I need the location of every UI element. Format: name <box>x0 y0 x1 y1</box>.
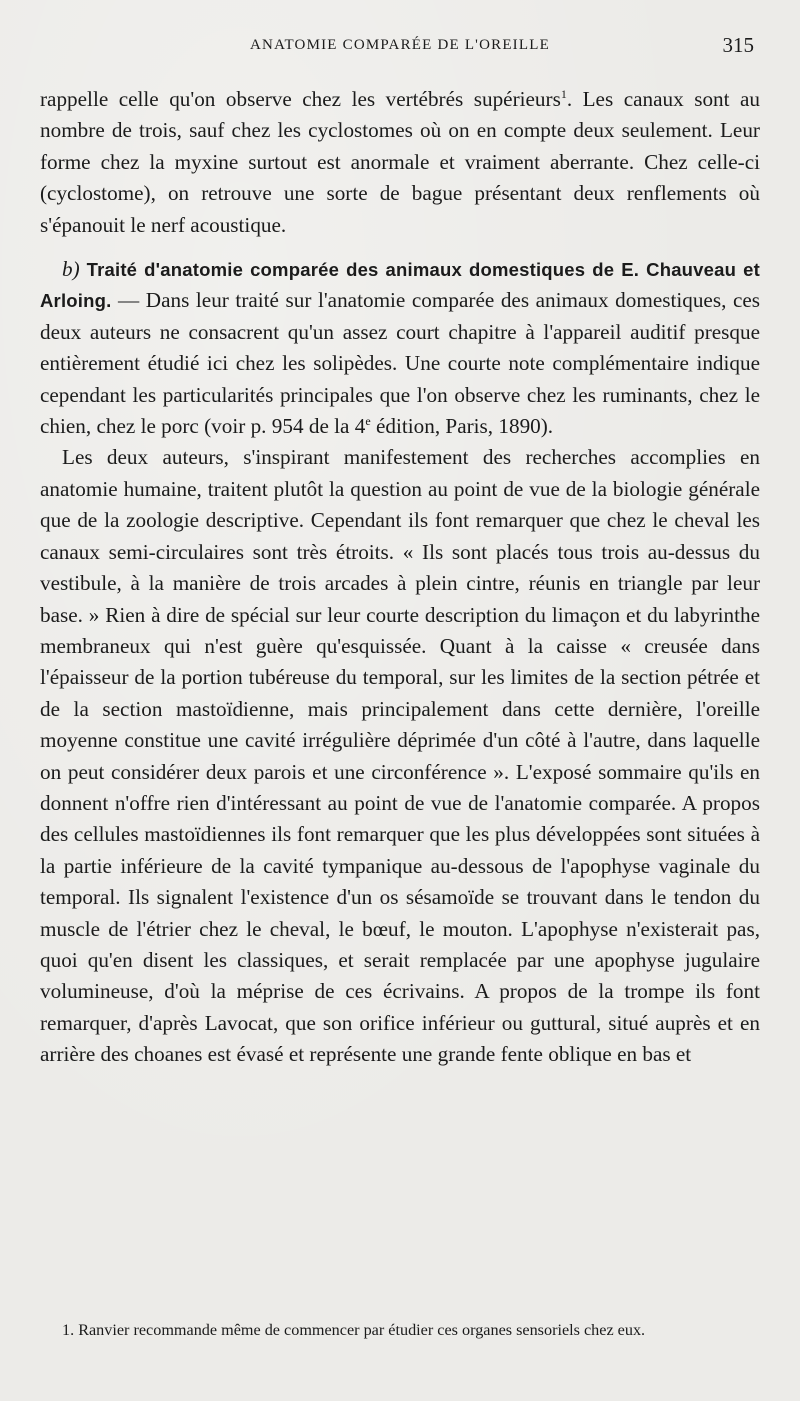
running-title: ANATOMIE COMPARÉE DE L'OREILLE <box>250 37 550 53</box>
paragraph-text: édition, Paris, 1890). <box>370 414 554 439</box>
paragraph-text: . Les canaux sont au nombre de trois, sauf chez les cyclostomes où on en compte deux seulement. Leur forme chez la myxine surtout est anormale et vraiment aberrante. Chez celle-ci (cyclostome), on retrouve une sorte de bague présentant deux renflements où s'épanouit le nerf acoustique. <box>40 87 761 237</box>
section-label: b) <box>62 257 80 282</box>
section-title: Traité d'anatomie comparée des animaux domestiques de E. Chauveau et Arloing. <box>40 259 760 312</box>
footnotes <box>40 1318 760 1342</box>
paragraph <box>40 442 760 1070</box>
paragraph-text: Les deux auteurs, s'inspirant manifestement des recherches accomplies en anatomie humaine, traitent plutôt la question au point de vue de la biologie générale que de la zoologie descriptive. Cependant ils font remarquer que chez le cheval les canaux semi-circulaires sont très étroits. « Ils sont placés tous trois au-dessus du vestibule, à la manière de trois arcades à plein cintre, réunis en triangle par leur base. » Rien à dire de spécial sur leur courte description du limaçon et du labyrinthe membraneux qui n'est guère qu'esquissée. Quant à la caisse « creusée dans l'épaisseur de la portion tubéreuse du temporal, sur les limites de la section pétrée et de la section mastoïdienne, mais principalement dans cette dernière, l'oreille moyenne constitue une cavité irrégulière déprimée d'un côté à l'autre, dans laquelle on peut considérer deux parois et une circonférence ». L'exposé sommaire qu'ils en donnent n'offre rien d'intéressant au point de vue de l'anatomie comparée. A propos des cellules mastoïdiennes ils font remarquer que les plus développées sont situées à la partie inférieure de la cavité tympanique au-dessous de l'apophyse vaginale du temporal. Ils signalent l'existence d'un os sésamoïde se trouvant dans le tendon du muscle de l'étrier chez le cheval, le bœuf, le mouton. L'apophyse n'existerait pas, quoi qu'en disent les classiques, et serait remplacée par une apophyse jugulaire volumineuse, d'où la méprise de ces écrivains. A propos de la trompe ils font remarquer, d'après Lavocat, que son orifice inférieur ou guttural, situé auprès et en arrière des choanes est évasé et représente une grande fente oblique en bas et <box>40 445 760 1067</box>
paragraph-text: rappelle celle qu'on observe chez les vertébrés supérieurs <box>40 87 561 111</box>
paragraph-section-b <box>40 254 760 442</box>
edition-superscript: e <box>365 414 371 428</box>
footnote-reference: 1 <box>560 86 567 101</box>
running-head <box>40 30 760 60</box>
footnote-text: Ranvier recommande même de commencer par étudier ces organes sensoriels chez eux. <box>74 1321 646 1339</box>
page-number: 315 <box>722 33 754 57</box>
paragraph-text: — Dans leur traité sur l'anatomie comparée des animaux domestiques, ces deux auteurs ne consacrent qu'un assez court chapitre à l'appareil auditif presque entièrement étudié ici chez les solipèdes. Une courte note complémentaire indique cependant les particularités principales que l'on observe chez les ruminants, chez le chien, chez le porc (voir p. 954 de la 4 <box>40 288 760 439</box>
body-text <box>40 84 760 1071</box>
paragraph-continuation <box>40 84 760 241</box>
footnote-number: 1. <box>62 1321 75 1339</box>
footnote <box>40 1318 760 1342</box>
